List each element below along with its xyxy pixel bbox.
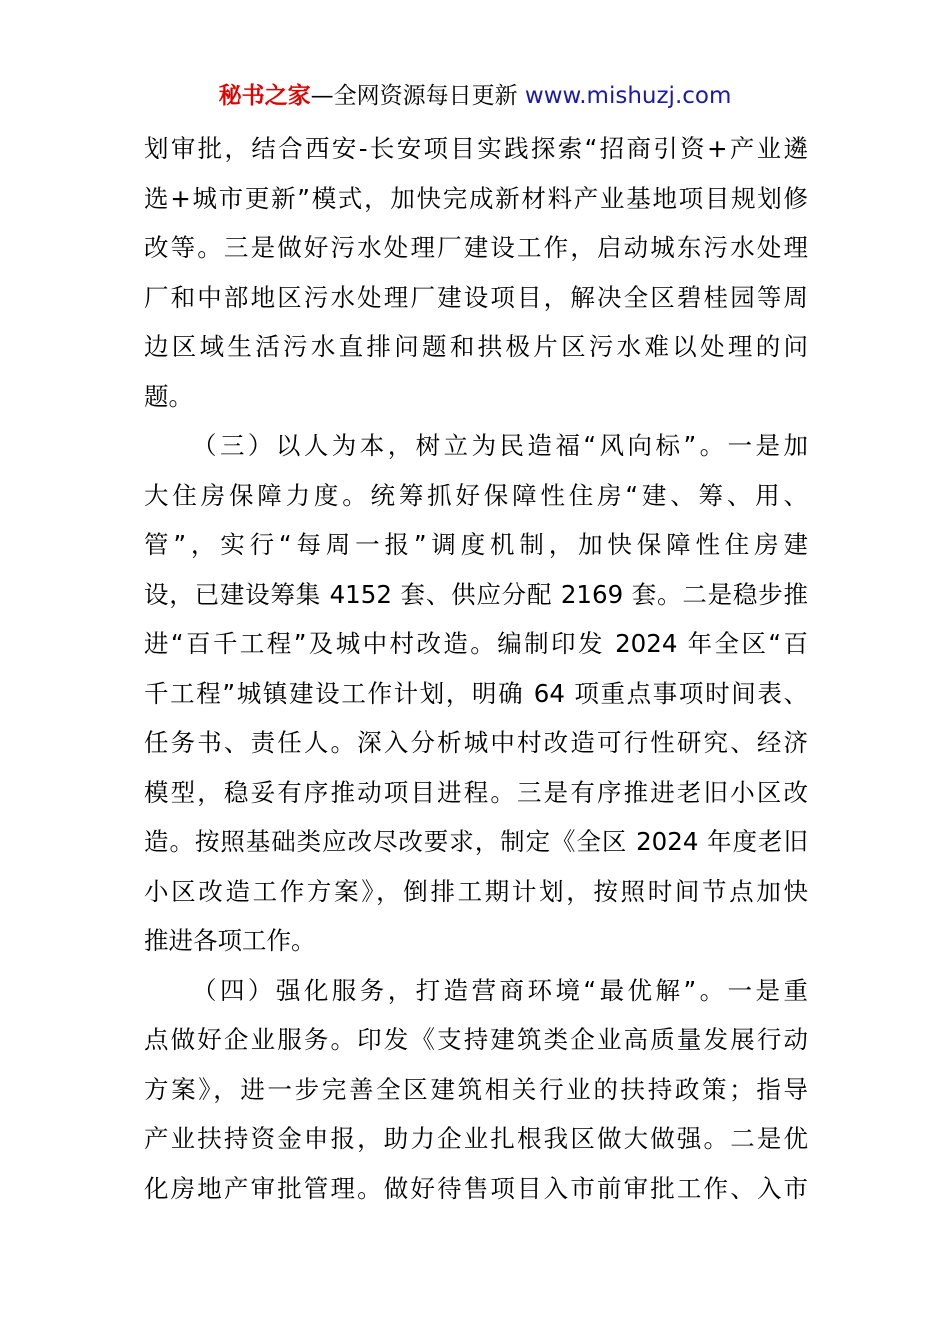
text-line: 模型，稳妥有序推动项目进程。三是有序推进老旧小区改 [144,777,808,807]
paragraph-2 [144,421,808,966]
text-line: 大住房保障力度。统筹抓好保障性住房“建、筹、用、 [144,480,808,510]
text-line: 选+城市更新”模式，加快完成新材料产业基地项目规划修 [144,183,808,213]
site-brand: 秘书之家 [218,83,311,109]
text-line: 划审批，结合西安-长安项目实践探索“招商引资+产业遴 [144,134,808,163]
text-line: （三）以人为本，树立为民造福“风向标”。一是加 [192,431,808,460]
text-line: 小区改造工作方案》，倒排工期计划，按照时间节点加快 [144,876,808,906]
text-line: 改等。三是做好污水处理厂建设工作，启动城东污水处理 [144,233,808,262]
site-url-link[interactable]: www.mishuzj.com [524,83,732,109]
text-line: 方案》，进一步完善全区建筑相关行业的扶持政策；指导 [144,1074,808,1104]
text-line: 厂和中部地区污水处理厂建设项目，解决全区碧桂园等周 [144,282,808,312]
text-line: 造。按照基础类应改尽改要求，制定《全区 2024 年度老旧 [144,827,808,856]
text-line: 产业扶持资金申报，助力企业扎根我区做大做强。二是优 [144,1124,808,1153]
text-line: 千工程”城镇建设工作计划，明确 64 项重点事项时间表、 [144,678,808,708]
text-line: 题。 [144,381,193,411]
page-header [0,79,950,113]
text-line: （四）强化服务，打造营商环境“最优解”。一是重 [192,975,808,1005]
text-line: 进“百千工程”及城中村改造。编制印发 2024 年全区“百 [144,629,808,658]
text-line: 化房地产审批管理。做好待售项目入市前审批工作、入市 [144,1173,808,1203]
site-tagline: —全网资源每日更新 [310,83,518,109]
paragraph-1 [144,124,808,421]
document-body [144,124,808,1213]
text-line: 推进各项工作。 [144,926,316,955]
text-line: 点做好企业服务。印发《支持建筑类企业高质量发展行动 [144,1025,808,1054]
text-line: 管”，实行“每周一报”调度机制，加快保障性住房建 [144,530,808,559]
text-line: 任务书、责任人。深入分析城中村改造可行性研究、经济 [144,728,808,757]
paragraph-3 [144,966,808,1214]
text-line: 设，已建设筹集 4152 套、供应分配 2169 套。二是稳步推 [144,579,808,609]
text-line: 边区域生活污水直排问题和拱极片区污水难以处理的问 [144,332,808,361]
